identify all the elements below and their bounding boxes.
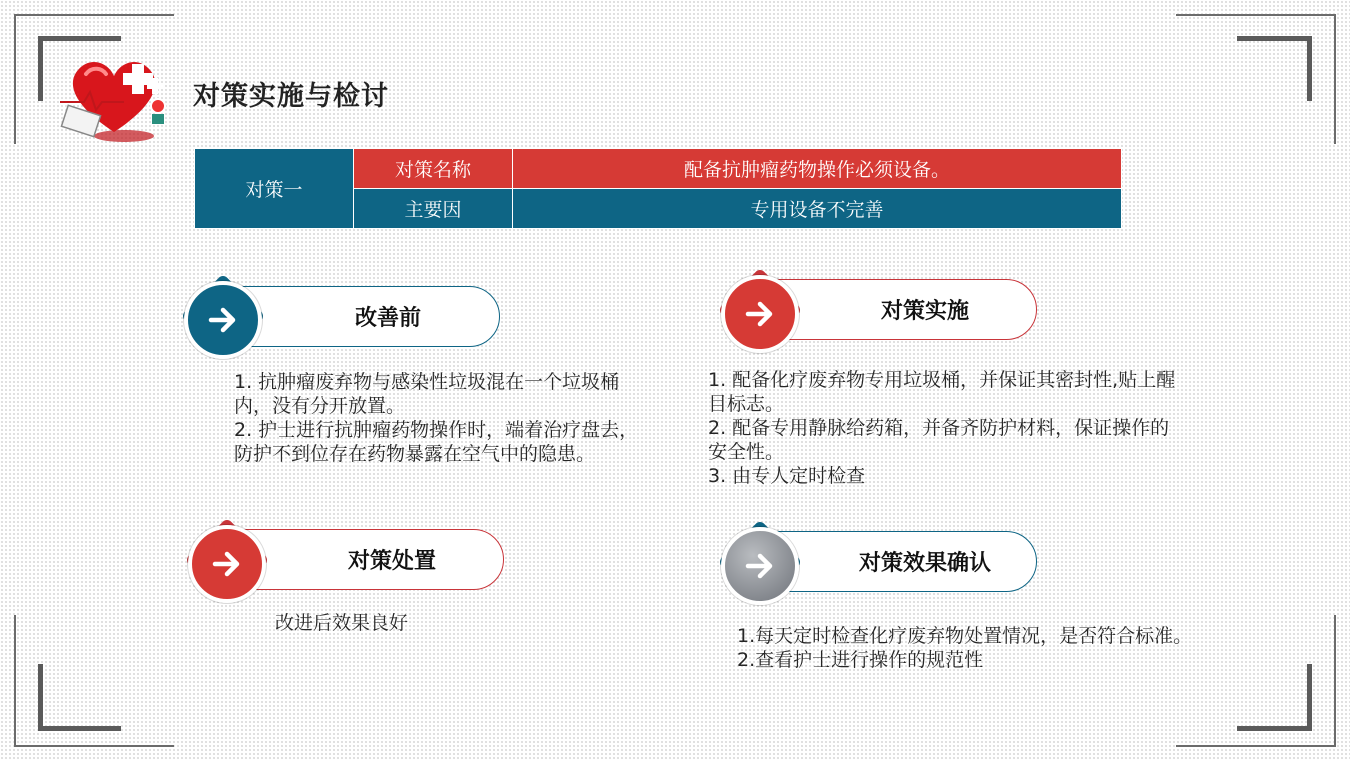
text-line: 2. 护士进行抗肿瘤药物操作时，端着治疗盘去， xyxy=(234,419,639,441)
text-line: 2.查看护士进行操作的规范性 xyxy=(737,649,984,671)
frame-bracket-bottom-left xyxy=(38,664,121,731)
section-implementation-title: 对策实施 xyxy=(880,299,969,324)
table-value-main-cause: 专用设备不完善 xyxy=(513,189,1122,229)
heart-medical-logo xyxy=(54,44,184,149)
table-label-main-cause: 主要因 xyxy=(354,189,513,229)
section-confirmation-body xyxy=(737,624,1192,672)
section-implementation-header xyxy=(713,262,1039,358)
section-before-title: 改善前 xyxy=(354,306,421,331)
arrow-right-icon xyxy=(721,527,799,605)
arrow-right-icon xyxy=(188,525,266,603)
text-line: 3. 由专人定时检查 xyxy=(708,465,866,487)
text-line: 防护不到位存在药物暴露在空气中的隐患。 xyxy=(234,443,596,465)
section-confirmation-header xyxy=(713,514,1039,610)
section-implementation-body xyxy=(708,368,1175,488)
table-row-header: 对策一 xyxy=(195,149,354,229)
table-label-strategy-name: 对策名称 xyxy=(354,149,513,189)
frame-bracket-top-right xyxy=(1237,36,1312,101)
section-disposal-title: 对策处置 xyxy=(347,549,436,574)
section-confirmation-title: 对策效果确认 xyxy=(858,551,991,576)
strategy-table xyxy=(194,148,1122,229)
section-before-body xyxy=(234,370,638,466)
arrow-right-icon xyxy=(721,275,799,353)
text-line: 1.每天定时检查化疗废弃物处置情况，是否符合标准。 xyxy=(737,625,1193,647)
arrow-right-icon xyxy=(184,281,262,359)
text-line: 1. 配备化疗废弃物专用垃圾桶，并保证其密封性,贴上醒 xyxy=(708,369,1176,391)
text-line: 目标志。 xyxy=(708,393,785,415)
section-disposal-header xyxy=(180,512,506,608)
text-line: 2. 配备专用静脉给药箱，并备齐防护材料，保证操作的 xyxy=(708,417,1170,439)
text-line: 内，没有分开放置。 xyxy=(234,395,406,417)
section-before-header xyxy=(176,268,502,364)
section-disposal-body xyxy=(275,611,408,635)
frame-bracket-bottom-right xyxy=(1237,664,1312,731)
text-line: 安全性。 xyxy=(708,441,785,463)
page-title: 对策实施与检讨 xyxy=(193,81,389,112)
text-line: 1. 抗肿瘤废弃物与感染性垃圾混在一个垃圾桶 xyxy=(234,371,620,393)
table-value-strategy-name: 配备抗肿瘤药物操作必须设备。 xyxy=(513,149,1122,189)
text-line: 改进后效果良好 xyxy=(275,612,409,634)
